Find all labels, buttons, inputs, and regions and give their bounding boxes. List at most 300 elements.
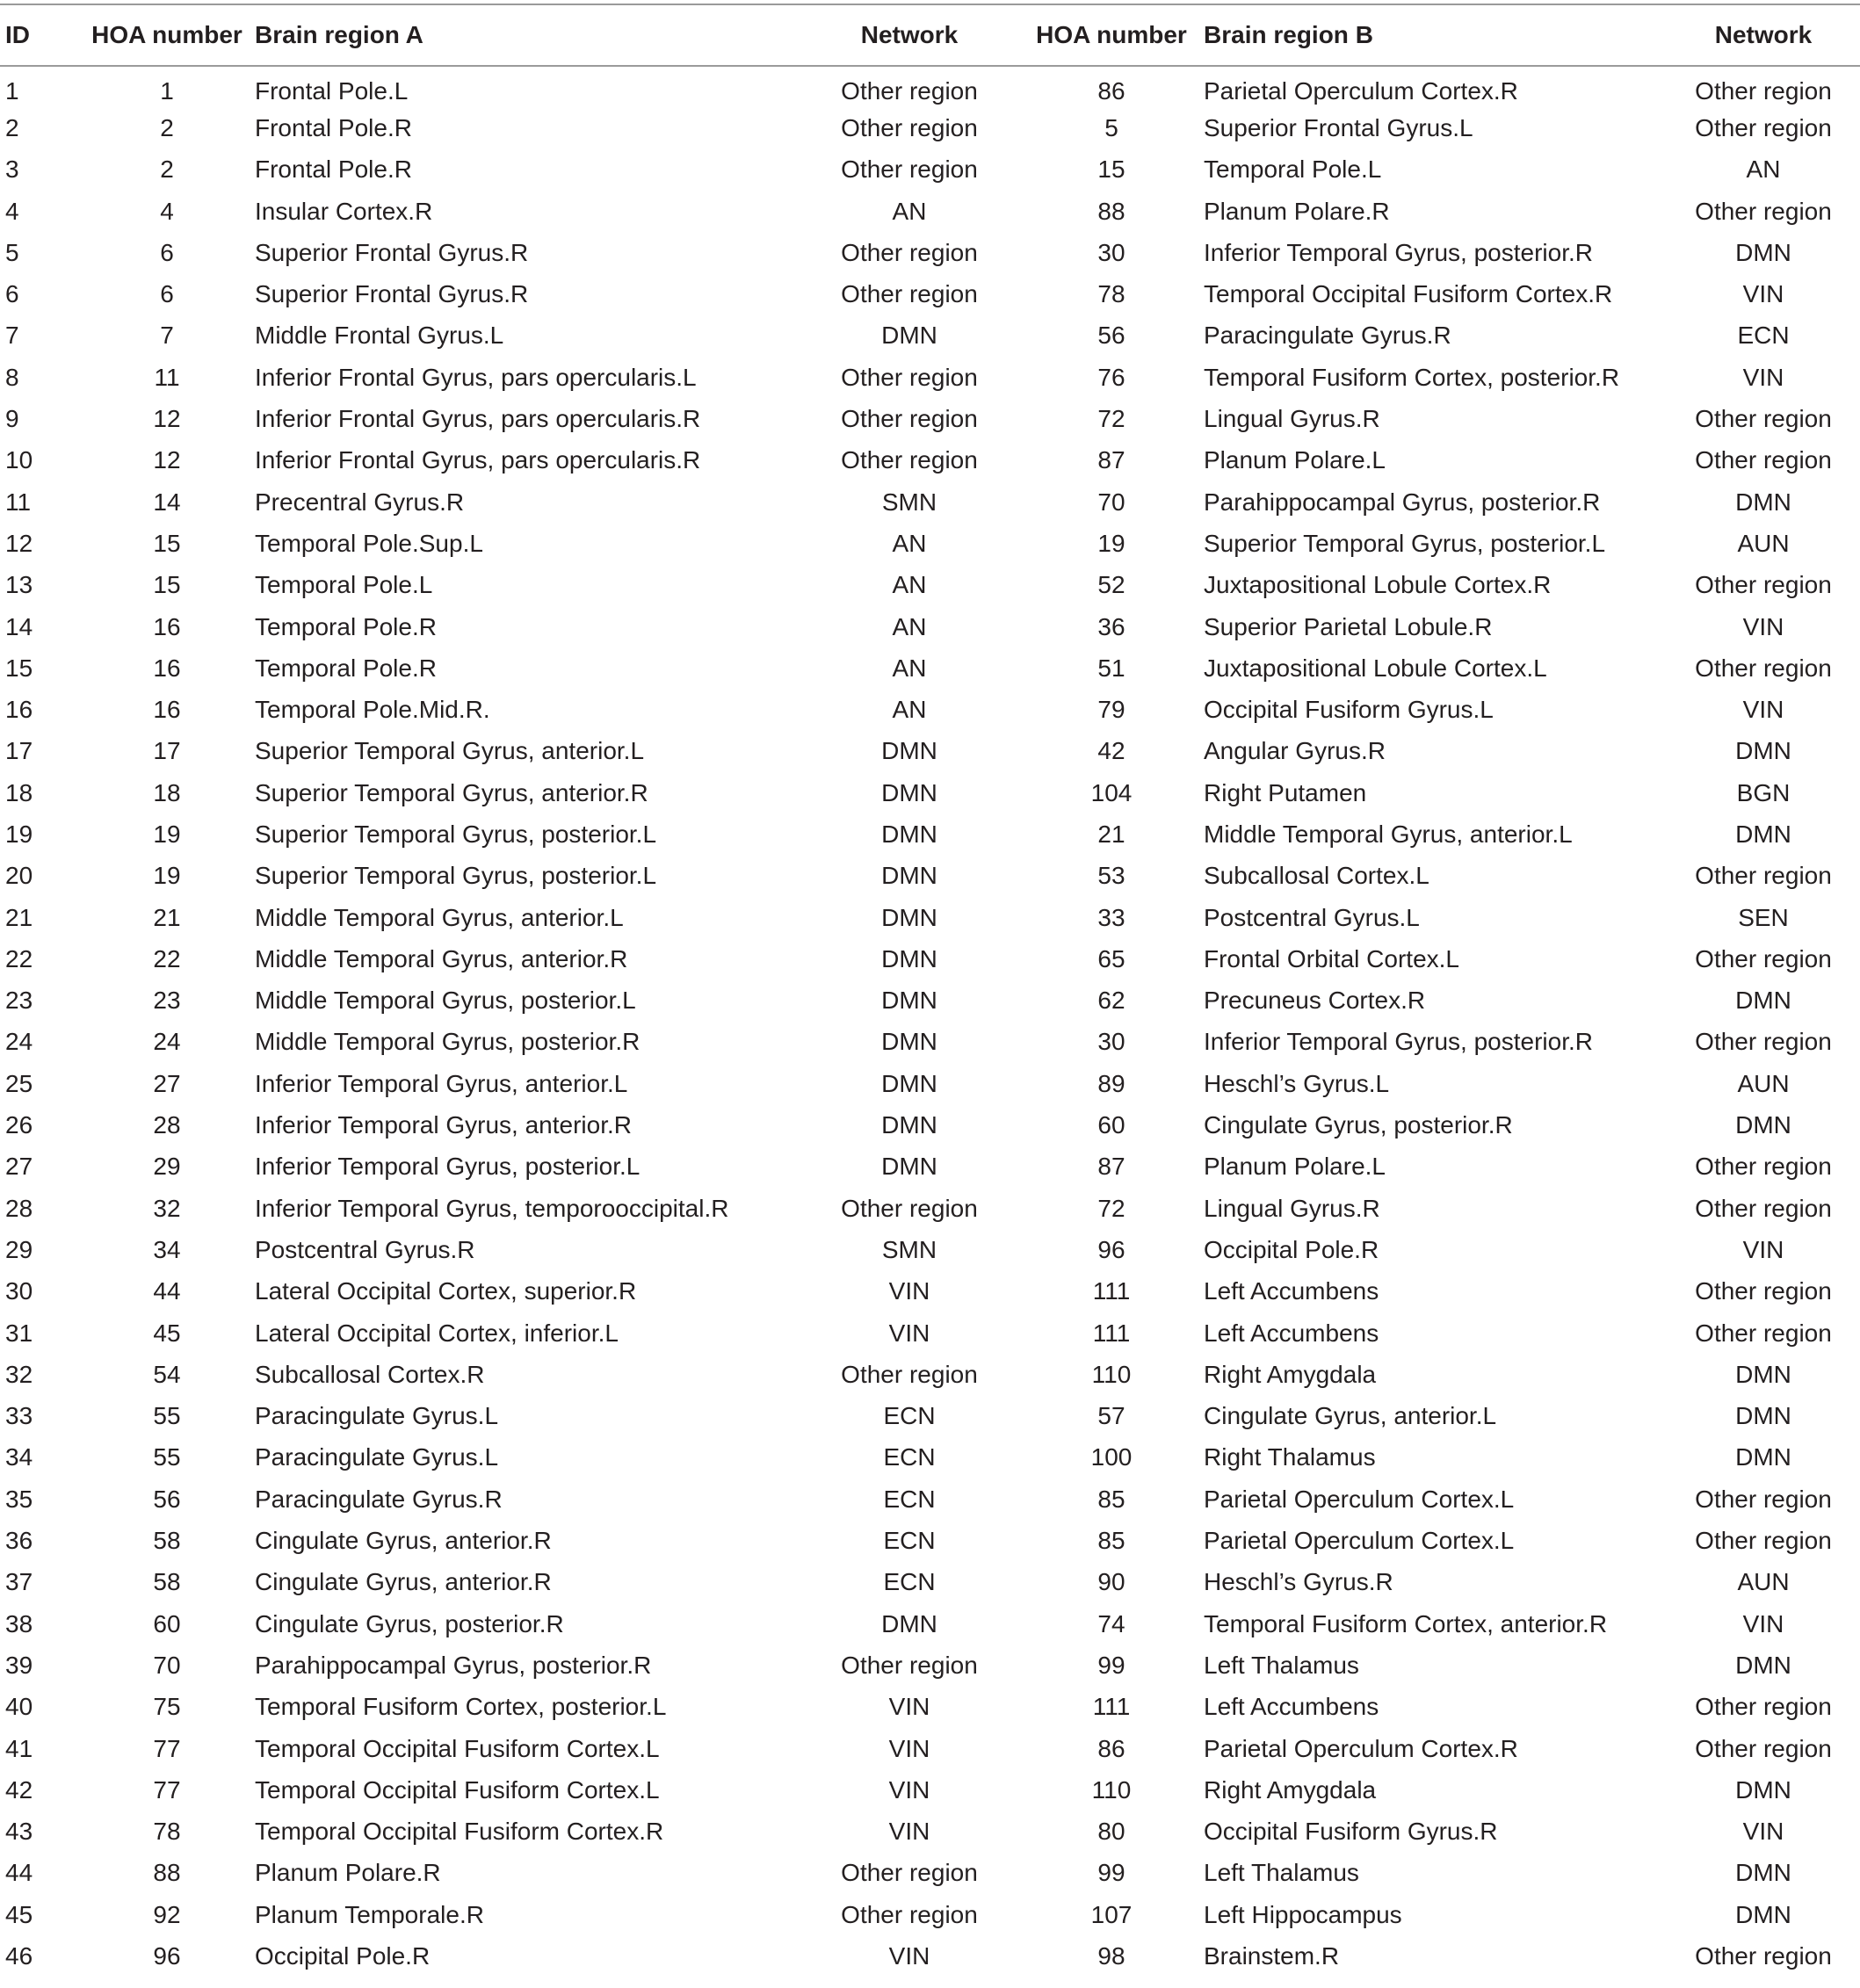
cell-network-b: Other region — [1695, 1693, 1832, 1721]
cell-brain-region-a: Middle Frontal Gyrus.L — [255, 322, 504, 350]
cell-hoa-number-b: 80 — [1097, 1818, 1125, 1846]
cell-network-a: ECN — [883, 1485, 936, 1513]
cell-network-a: DMN — [881, 778, 937, 806]
cell-brain-region-a: Temporal Occipital Fusiform Cortex.L — [255, 1734, 660, 1762]
cell-hoa-number-a: 58 — [153, 1568, 181, 1596]
cell-brain-region-b: Right Amygdala — [1204, 1360, 1377, 1388]
cell-network-b: Other region — [1695, 944, 1832, 972]
cell-hoa-number-a: 12 — [153, 446, 181, 474]
cell-id: 40 — [5, 1693, 33, 1721]
table-row — [0, 565, 1860, 606]
cell-hoa-number-b: 36 — [1097, 612, 1125, 640]
cell-brain-region-a: Postcentral Gyrus.R — [255, 1235, 475, 1263]
cell-hoa-number-b: 90 — [1097, 1568, 1125, 1596]
cell-hoa-number-a: 24 — [153, 1028, 181, 1056]
cell-hoa-number-a: 56 — [153, 1485, 181, 1513]
cell-brain-region-a: Temporal Pole.R — [255, 612, 437, 640]
table-row — [0, 938, 1860, 980]
cell-network-b: VIN — [1742, 1818, 1784, 1846]
cell-network-b: Other region — [1695, 1942, 1832, 1970]
table-row — [0, 440, 1860, 481]
cell-brain-region-a: Temporal Occipital Fusiform Cortex.R — [255, 1818, 664, 1846]
cell-network-b: SEN — [1738, 903, 1789, 931]
table-row — [0, 772, 1860, 813]
table-row — [0, 191, 1860, 232]
cell-hoa-number-b: 21 — [1097, 820, 1125, 848]
table-row — [0, 897, 1860, 938]
cell-brain-region-a: Paracingulate Gyrus.L — [255, 1402, 499, 1430]
cell-hoa-number-b: 111 — [1092, 1693, 1131, 1721]
cell-hoa-number-a: 15 — [153, 529, 181, 557]
cell-brain-region-b: Temporal Fusiform Cortex, anterior.R — [1204, 1609, 1608, 1637]
header-row — [0, 4, 1860, 66]
cell-network-a: ECN — [883, 1443, 936, 1471]
cell-hoa-number-a: 16 — [153, 612, 181, 640]
cell-network-a: DMN — [881, 737, 937, 765]
cell-brain-region-a: Superior Temporal Gyrus, posterior.L — [255, 820, 657, 848]
cell-brain-region-a: Lateral Occipital Cortex, inferior.L — [255, 1319, 619, 1347]
header-brain-region-a: Brain region A — [255, 4, 800, 66]
cell-id: 33 — [5, 1402, 33, 1430]
cell-id: 10 — [5, 446, 33, 474]
cell-network-a: Other region — [841, 1859, 978, 1887]
cell-brain-region-b: Juxtapositional Lobule Cortex.L — [1204, 654, 1547, 682]
table-row — [0, 1562, 1860, 1603]
header-brain-region-b: Brain region B — [1204, 4, 1667, 66]
cell-id: 44 — [5, 1859, 33, 1887]
cell-network-a: Other region — [841, 1900, 978, 1928]
table-row — [0, 1063, 1860, 1104]
cell-hoa-number-b: 57 — [1097, 1402, 1125, 1430]
cell-id: 29 — [5, 1235, 33, 1263]
cell-brain-region-a: Superior Frontal Gyrus.R — [255, 238, 529, 266]
cell-brain-region-b: Temporal Pole.L — [1204, 155, 1382, 184]
cell-hoa-number-b: 99 — [1097, 1859, 1125, 1887]
table-row — [0, 1437, 1860, 1478]
cell-hoa-number-a: 18 — [153, 778, 181, 806]
cell-network-b: Other region — [1695, 571, 1832, 599]
cell-hoa-number-b: 42 — [1097, 737, 1125, 765]
cell-network-a: AN — [892, 571, 927, 599]
cell-hoa-number-a: 12 — [153, 405, 181, 433]
cell-network-b: AUN — [1737, 529, 1790, 557]
cell-brain-region-a: Insular Cortex.R — [255, 197, 433, 225]
cell-hoa-number-a: 6 — [160, 280, 174, 308]
table-row — [0, 1853, 1860, 1894]
cell-hoa-number-b: 60 — [1097, 1111, 1125, 1139]
cell-network-a: Other region — [841, 1651, 978, 1679]
cell-id: 38 — [5, 1609, 33, 1637]
cell-hoa-number-b: 85 — [1097, 1485, 1125, 1513]
cell-brain-region-b: Lingual Gyrus.R — [1204, 1194, 1380, 1222]
table-row — [0, 980, 1860, 1022]
cell-id: 18 — [5, 778, 33, 806]
table-row — [0, 1188, 1860, 1229]
cell-brain-region-b: Paracingulate Gyrus.R — [1204, 322, 1451, 350]
table-row — [0, 1894, 1860, 1935]
table-row — [0, 1104, 1860, 1146]
cell-network-a: Other region — [841, 1360, 978, 1388]
cell-network-b: DMN — [1735, 1900, 1791, 1928]
cell-network-b: Other region — [1695, 654, 1832, 682]
cell-network-a: AN — [892, 529, 927, 557]
cell-hoa-number-a: 78 — [153, 1818, 181, 1846]
cell-brain-region-a: Precentral Gyrus.R — [255, 488, 465, 516]
cell-id: 4 — [5, 197, 19, 225]
cell-network-a: DMN — [881, 322, 937, 350]
table-row — [0, 1354, 1860, 1395]
cell-brain-region-a: Inferior Frontal Gyrus, pars opercularis.R — [255, 405, 701, 433]
cell-network-a: AN — [892, 197, 927, 225]
cell-brain-region-a: Middle Temporal Gyrus, anterior.R — [255, 944, 628, 972]
cell-hoa-number-a: 22 — [153, 944, 181, 972]
table-row — [0, 1687, 1860, 1728]
cell-id: 15 — [5, 654, 33, 682]
cell-id: 6 — [5, 280, 19, 308]
cell-id: 22 — [5, 944, 33, 972]
cell-hoa-number-a: 6 — [160, 238, 174, 266]
table-row — [0, 523, 1860, 564]
header-network-b: Network — [1667, 4, 1860, 66]
cell-brain-region-a: Frontal Pole.L — [255, 77, 409, 105]
cell-network-b: Other region — [1695, 862, 1832, 890]
cell-network-a: DMN — [881, 944, 937, 972]
cell-id: 7 — [5, 322, 19, 350]
cell-network-a: VIN — [888, 1818, 930, 1846]
cell-brain-region-b: Cingulate Gyrus, posterior.R — [1204, 1111, 1513, 1139]
table-row — [0, 1022, 1860, 1063]
cell-hoa-number-b: 111 — [1092, 1319, 1131, 1347]
cell-brain-region-b: Left Thalamus — [1204, 1651, 1359, 1679]
cell-brain-region-a: Cingulate Gyrus, anterior.R — [255, 1568, 552, 1596]
table-row — [0, 606, 1860, 647]
cell-network-a: DMN — [881, 1069, 937, 1097]
table-row — [0, 813, 1860, 855]
cell-id: 35 — [5, 1485, 33, 1513]
cell-network-a: DMN — [881, 1609, 937, 1637]
table-row — [0, 1935, 1860, 1977]
cell-network-a: DMN — [881, 903, 937, 931]
cell-hoa-number-b: 30 — [1097, 1028, 1125, 1056]
cell-brain-region-b: Cingulate Gyrus, anterior.L — [1204, 1402, 1497, 1430]
cell-brain-region-b: Frontal Orbital Cortex.L — [1204, 944, 1459, 972]
cell-hoa-number-a: 15 — [153, 571, 181, 599]
cell-hoa-number-a: 27 — [153, 1069, 181, 1097]
cell-id: 19 — [5, 820, 33, 848]
cell-brain-region-b: Left Hippocampus — [1204, 1900, 1402, 1928]
cell-brain-region-a: Cingulate Gyrus, anterior.R — [255, 1527, 552, 1555]
cell-network-a: VIN — [888, 1693, 930, 1721]
cell-brain-region-b: Heschl’s Gyrus.R — [1204, 1568, 1393, 1596]
cell-network-b: DMN — [1735, 1443, 1791, 1471]
cell-brain-region-b: Subcallosal Cortex.L — [1204, 862, 1429, 890]
cell-brain-region-b: Right Thalamus — [1204, 1443, 1376, 1471]
cell-network-b: Other region — [1695, 1319, 1832, 1347]
cell-brain-region-b: Temporal Fusiform Cortex, posterior.R — [1204, 363, 1620, 391]
cell-brain-region-a: Subcallosal Cortex.R — [255, 1360, 485, 1388]
cell-hoa-number-b: 15 — [1097, 155, 1125, 184]
cell-brain-region-b: Heschl’s Gyrus.L — [1204, 1069, 1390, 1097]
cell-id: 5 — [5, 238, 19, 266]
cell-hoa-number-b: 52 — [1097, 571, 1125, 599]
cell-network-b: Other region — [1695, 1153, 1832, 1181]
cell-brain-region-a: Temporal Occipital Fusiform Cortex.L — [255, 1775, 660, 1804]
cell-id: 34 — [5, 1443, 33, 1471]
cell-network-b: VIN — [1742, 696, 1784, 724]
cell-network-a: VIN — [888, 1734, 930, 1762]
cell-id: 16 — [5, 696, 33, 724]
cell-id: 1 — [5, 77, 19, 105]
cell-brain-region-a: Superior Temporal Gyrus, anterior.L — [255, 737, 645, 765]
cell-hoa-number-b: 98 — [1097, 1942, 1125, 1970]
cell-network-b: Other region — [1695, 1277, 1832, 1305]
cell-network-a: ECN — [883, 1402, 936, 1430]
cell-hoa-number-b: 110 — [1091, 1775, 1132, 1804]
cell-network-a: VIN — [888, 1942, 930, 1970]
cell-hoa-number-a: 55 — [153, 1402, 181, 1430]
table-row — [0, 66, 1860, 107]
cell-network-a: DMN — [881, 820, 937, 848]
cell-brain-region-b: Parietal Operculum Cortex.R — [1204, 77, 1518, 105]
cell-network-a: Other region — [841, 363, 978, 391]
cell-network-b: DMN — [1735, 1651, 1791, 1679]
cell-hoa-number-a: 32 — [153, 1194, 181, 1222]
cell-network-b: Other region — [1695, 197, 1832, 225]
cell-network-a: Other region — [841, 446, 978, 474]
table-row — [0, 647, 1860, 689]
table-row — [0, 1728, 1860, 1769]
cell-network-a: Other region — [841, 155, 978, 184]
cell-network-a: VIN — [888, 1277, 930, 1305]
cell-brain-region-b: Planum Polare.R — [1204, 197, 1390, 225]
table-row — [0, 232, 1860, 273]
cell-network-b: DMN — [1735, 238, 1791, 266]
cell-network-b: ECN — [1737, 322, 1790, 350]
cell-network-b: Other region — [1695, 113, 1832, 141]
cell-id: 41 — [5, 1734, 33, 1762]
table-header — [0, 4, 1860, 66]
cell-network-a: AN — [892, 654, 927, 682]
cell-hoa-number-b: 33 — [1097, 903, 1125, 931]
cell-brain-region-b: Lingual Gyrus.R — [1204, 405, 1380, 433]
cell-brain-region-a: Temporal Pole.R — [255, 654, 437, 682]
header-network-a: Network — [800, 4, 1019, 66]
table-row — [0, 398, 1860, 439]
cell-hoa-number-b: 74 — [1097, 1609, 1125, 1637]
cell-network-b: Other region — [1695, 77, 1832, 105]
cell-network-a: AN — [892, 696, 927, 724]
cell-hoa-number-b: 5 — [1104, 113, 1118, 141]
cell-hoa-number-b: 62 — [1097, 987, 1125, 1015]
cell-brain-region-b: Right Putamen — [1204, 778, 1367, 806]
cell-id: 43 — [5, 1818, 33, 1846]
cell-brain-region-b: Parahippocampal Gyrus, posterior.R — [1204, 488, 1601, 516]
cell-hoa-number-b: 19 — [1097, 529, 1125, 557]
cell-brain-region-b: Occipital Pole.R — [1204, 1235, 1379, 1263]
cell-hoa-number-a: 77 — [153, 1734, 181, 1762]
cell-brain-region-b: Juxtapositional Lobule Cortex.R — [1204, 571, 1552, 599]
cell-network-b: DMN — [1735, 820, 1791, 848]
cell-id: 3 — [5, 155, 19, 184]
cell-brain-region-b: Inferior Temporal Gyrus, posterior.R — [1204, 1028, 1593, 1056]
cell-hoa-number-a: 60 — [153, 1609, 181, 1637]
table-row — [0, 357, 1860, 398]
cell-hoa-number-a: 14 — [153, 488, 181, 516]
cell-network-b: Other region — [1695, 446, 1832, 474]
cell-hoa-number-b: 76 — [1097, 363, 1125, 391]
cell-brain-region-a: Middle Temporal Gyrus, posterior.L — [255, 987, 636, 1015]
cell-network-b: DMN — [1735, 1402, 1791, 1430]
cell-network-b: DMN — [1735, 488, 1791, 516]
cell-network-a: Other region — [841, 280, 978, 308]
cell-id: 39 — [5, 1651, 33, 1679]
cell-network-b: VIN — [1742, 280, 1784, 308]
cell-brain-region-a: Temporal Pole.Mid.R. — [255, 696, 490, 724]
cell-network-b: Other region — [1695, 405, 1832, 433]
table-row — [0, 856, 1860, 897]
cell-hoa-number-b: 86 — [1097, 1734, 1125, 1762]
cell-brain-region-b: Precuneus Cortex.R — [1204, 987, 1426, 1015]
cell-hoa-number-a: 19 — [153, 862, 181, 890]
cell-hoa-number-b: 87 — [1097, 446, 1125, 474]
cell-brain-region-a: Inferior Temporal Gyrus, anterior.R — [255, 1111, 632, 1139]
cell-hoa-number-a: 77 — [153, 1775, 181, 1804]
cell-brain-region-a: Lateral Occipital Cortex, superior.R — [255, 1277, 637, 1305]
cell-network-a: DMN — [881, 1153, 937, 1181]
cell-network-a: SMN — [881, 1235, 937, 1263]
cell-brain-region-a: Paracingulate Gyrus.L — [255, 1443, 499, 1471]
header-hoa-number-b: HOA number — [1019, 4, 1204, 66]
cell-hoa-number-b: 107 — [1090, 1900, 1133, 1928]
cell-id: 28 — [5, 1194, 33, 1222]
cell-brain-region-b: Inferior Temporal Gyrus, posterior.R — [1204, 238, 1593, 266]
cell-id: 13 — [5, 571, 33, 599]
table-row — [0, 1396, 1860, 1437]
cell-hoa-number-b: 88 — [1097, 197, 1125, 225]
cell-network-b: DMN — [1735, 1775, 1791, 1804]
cell-hoa-number-b: 99 — [1097, 1651, 1125, 1679]
cell-brain-region-a: Temporal Fusiform Cortex, posterior.L — [255, 1693, 667, 1721]
cell-network-b: AUN — [1737, 1069, 1790, 1097]
cell-hoa-number-b: 87 — [1097, 1153, 1125, 1181]
cell-id: 30 — [5, 1277, 33, 1305]
table-row — [0, 1312, 1860, 1354]
cell-brain-region-a: Planum Temporale.R — [255, 1900, 484, 1928]
cell-network-a: SMN — [881, 488, 937, 516]
cell-network-b: Other region — [1695, 1734, 1832, 1762]
table-row — [0, 1811, 1860, 1852]
table-row — [0, 1478, 1860, 1520]
connections-table-wrapper — [0, 4, 1860, 1977]
cell-brain-region-b: Planum Polare.L — [1204, 1153, 1386, 1181]
cell-brain-region-a: Superior Temporal Gyrus, posterior.L — [255, 862, 657, 890]
cell-hoa-number-a: 34 — [153, 1235, 181, 1263]
cell-brain-region-b: Occipital Fusiform Gyrus.R — [1204, 1818, 1498, 1846]
cell-hoa-number-b: 79 — [1097, 696, 1125, 724]
cell-hoa-number-a: 70 — [153, 1651, 181, 1679]
cell-id: 31 — [5, 1319, 33, 1347]
table-row — [0, 1603, 1860, 1645]
cell-brain-region-a: Inferior Temporal Gyrus, anterior.L — [255, 1069, 628, 1097]
cell-hoa-number-b: 53 — [1097, 862, 1125, 890]
cell-id: 46 — [5, 1942, 33, 1970]
cell-id: 26 — [5, 1111, 33, 1139]
cell-hoa-number-a: 16 — [153, 654, 181, 682]
cell-brain-region-a: Inferior Frontal Gyrus, pars opercularis.R — [255, 446, 701, 474]
table-row — [0, 1645, 1860, 1686]
cell-network-b: Other region — [1695, 1527, 1832, 1555]
cell-hoa-number-a: 21 — [153, 903, 181, 931]
cell-id: 21 — [5, 903, 33, 931]
cell-brain-region-b: Temporal Occipital Fusiform Cortex.R — [1204, 280, 1613, 308]
cell-id: 20 — [5, 862, 33, 890]
cell-hoa-number-b: 89 — [1097, 1069, 1125, 1097]
cell-network-b: DMN — [1735, 987, 1791, 1015]
cell-brain-region-b: Angular Gyrus.R — [1204, 737, 1386, 765]
cell-id: 23 — [5, 987, 33, 1015]
table-row — [0, 149, 1860, 191]
cell-id: 25 — [5, 1069, 33, 1097]
cell-hoa-number-a: 23 — [153, 987, 181, 1015]
cell-hoa-number-b: 65 — [1097, 944, 1125, 972]
cell-brain-region-b: Brainstem.R — [1204, 1942, 1340, 1970]
cell-hoa-number-a: 58 — [153, 1527, 181, 1555]
cell-brain-region-a: Cingulate Gyrus, posterior.R — [255, 1609, 564, 1637]
cell-hoa-number-b: 78 — [1097, 280, 1125, 308]
cell-hoa-number-a: 2 — [160, 113, 174, 141]
table-row — [0, 107, 1860, 148]
cell-hoa-number-a: 16 — [153, 696, 181, 724]
cell-id: 17 — [5, 737, 33, 765]
cell-brain-region-b: Left Accumbens — [1204, 1693, 1379, 1721]
cell-id: 8 — [5, 363, 19, 391]
cell-brain-region-a: Temporal Pole.Sup.L — [255, 529, 483, 557]
table-row — [0, 1229, 1860, 1270]
table-row — [0, 481, 1860, 523]
cell-id: 45 — [5, 1900, 33, 1928]
cell-hoa-number-a: 28 — [153, 1111, 181, 1139]
cell-hoa-number-a: 4 — [160, 197, 174, 225]
cell-brain-region-a: Superior Frontal Gyrus.R — [255, 280, 529, 308]
cell-hoa-number-b: 30 — [1097, 238, 1125, 266]
cell-network-b: VIN — [1742, 1609, 1784, 1637]
connections-table — [0, 4, 1860, 1977]
cell-hoa-number-b: 104 — [1090, 778, 1133, 806]
cell-network-a: AN — [892, 612, 927, 640]
cell-network-a: ECN — [883, 1527, 936, 1555]
cell-network-b: VIN — [1742, 612, 1784, 640]
cell-network-a: Other region — [841, 238, 978, 266]
cell-brain-region-b: Planum Polare.L — [1204, 446, 1386, 474]
cell-brain-region-b: Left Accumbens — [1204, 1319, 1379, 1347]
cell-network-a: DMN — [881, 1028, 937, 1056]
table-row — [0, 315, 1860, 357]
cell-id: 9 — [5, 405, 19, 433]
table-row — [0, 689, 1860, 730]
cell-hoa-number-b: 96 — [1097, 1235, 1125, 1263]
cell-hoa-number-b: 72 — [1097, 405, 1125, 433]
cell-network-b: Other region — [1695, 1028, 1832, 1056]
cell-id: 2 — [5, 113, 19, 141]
cell-brain-region-b: Postcentral Gyrus.L — [1204, 903, 1420, 931]
cell-network-b: BGN — [1736, 778, 1791, 806]
cell-id: 42 — [5, 1775, 33, 1804]
cell-network-b: VIN — [1742, 363, 1784, 391]
cell-brain-region-b: Superior Frontal Gyrus.L — [1204, 113, 1473, 141]
cell-brain-region-b: Middle Temporal Gyrus, anterior.L — [1204, 820, 1573, 848]
cell-brain-region-a: Middle Temporal Gyrus, posterior.R — [255, 1028, 641, 1056]
cell-brain-region-b: Superior Parietal Lobule.R — [1204, 612, 1493, 640]
